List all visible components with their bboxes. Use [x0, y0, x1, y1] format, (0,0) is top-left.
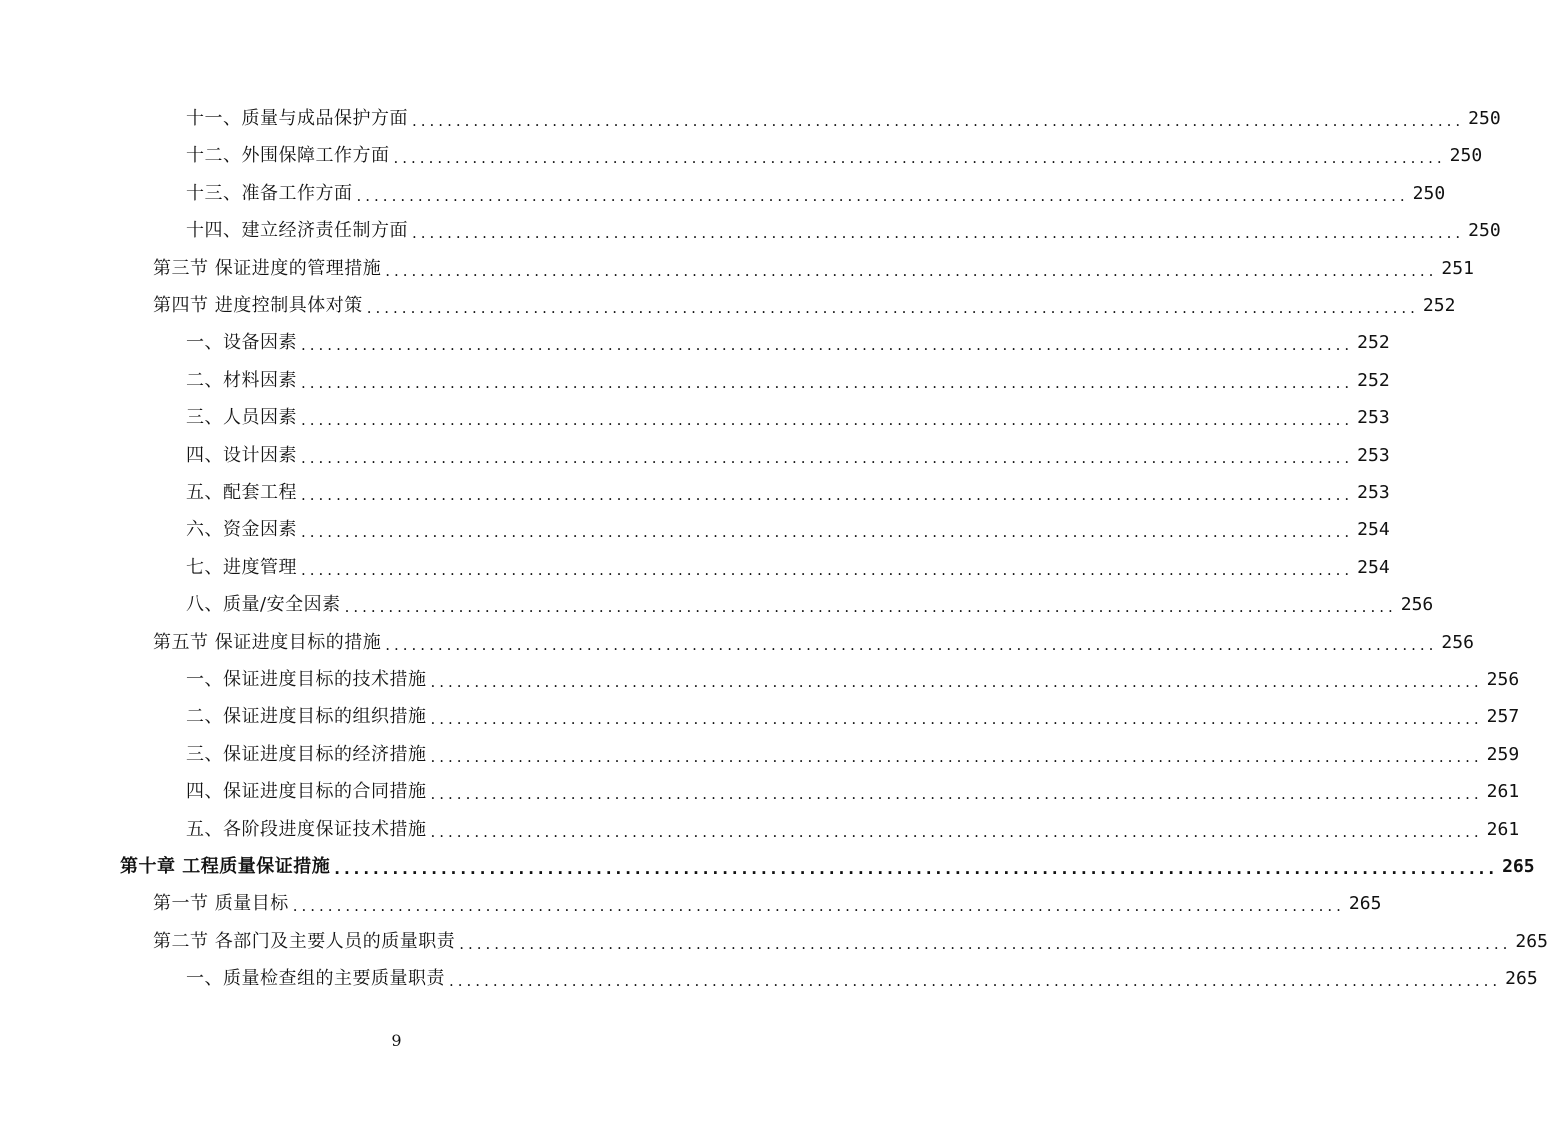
toc-entry-title: 一、设备因素	[186, 332, 297, 354]
toc-leader-dots: ........................................................................................................................	[430, 822, 1483, 841]
toc-leader-dots: ........................................................................................................................	[301, 523, 1354, 542]
toc-entry-title: 五、配套工程	[186, 482, 297, 503]
toc-entry-page: 256	[1400, 594, 1434, 616]
toc-entry	[186, 702, 1520, 732]
toc-leader-dots: ........................................................................................................................	[412, 224, 1465, 243]
toc-leader-dots: ........................................................................................................................	[385, 261, 1438, 280]
toc-entry	[153, 927, 1548, 957]
toc-entry-page: 265	[1348, 893, 1382, 915]
toc-entry	[186, 665, 1520, 695]
toc-entry	[186, 141, 1483, 171]
toc-leader-dots: ........................................................................................................................	[430, 673, 1483, 691]
toc-entry-title: 第五节 保证进度目标的措施	[153, 631, 382, 653]
toc-entry-page: 265	[1505, 968, 1538, 990]
toc-entry-page: 256	[1441, 631, 1474, 653]
toc-entry	[186, 216, 1501, 246]
toc-entry-title: 八、质量/安全因素	[186, 594, 341, 616]
toc-leader-dots: ........................................................................................................................	[301, 411, 1354, 430]
toc-entry	[186, 815, 1520, 845]
toc-leader-dots: ........................................................................................................................	[301, 373, 1354, 392]
toc-entry-title: 三、人员因素	[186, 407, 297, 429]
toc-entry	[186, 328, 1390, 358]
toc-entry	[186, 515, 1390, 545]
toc-leader-dots: ........................................................................................................................	[430, 747, 1483, 766]
toc-entry	[120, 852, 1535, 882]
toc-leader-dots: ........................................................................................................................	[366, 299, 1419, 317]
toc-entry	[186, 179, 1446, 209]
toc-entry	[153, 889, 1382, 919]
toc-entry	[186, 964, 1538, 994]
toc-entry-title: 四、保证进度目标的合同措施	[186, 781, 427, 803]
toc-leader-dots: ........................................................................................................................	[334, 860, 1499, 878]
toc-entry	[186, 104, 1501, 134]
toc-entry	[186, 403, 1390, 433]
toc-entry-page: 250	[1412, 182, 1446, 204]
toc-leader-dots: ........................................................................................................................	[301, 336, 1354, 355]
toc-entry-page: 265	[1502, 856, 1535, 877]
toc-leader-dots: ........................................................................................................................	[301, 560, 1354, 579]
toc-leader-dots: ........................................................................................................................	[301, 448, 1354, 467]
toc-entry-page: 251	[1441, 257, 1474, 279]
toc-entry-title: 二、保证进度目标的组织措施	[186, 706, 427, 728]
toc-entry-page: 259	[1486, 743, 1520, 765]
toc-entry-title: 五、各阶段进度保证技术措施	[186, 818, 427, 840]
toc-leader-dots: ........................................................................................................................	[356, 186, 1409, 205]
toc-entry-page: 252	[1357, 332, 1390, 354]
toc-entry	[186, 478, 1390, 508]
toc-entry-page: 265	[1515, 930, 1548, 952]
toc-entry-page: 254	[1357, 519, 1390, 541]
toc-entry-title: 七、进度管理	[186, 556, 297, 578]
toc-entry-title: 一、质量检查组的主要质量职责	[186, 968, 445, 990]
toc-entry-page: 254	[1357, 556, 1390, 578]
toc-entry	[186, 553, 1390, 583]
toc-leader-dots: ........................................................................................................................	[430, 785, 1483, 804]
toc-entry	[186, 366, 1390, 396]
toc-entry-title: 一、保证进度目标的技术措施	[186, 669, 427, 690]
toc-entry	[186, 740, 1520, 770]
toc-entry-page: 250	[1468, 220, 1501, 242]
toc-entry-page: 250	[1449, 145, 1483, 167]
toc-entry-title: 第一节 质量目标	[153, 893, 289, 915]
toc-entry-page: 253	[1357, 444, 1390, 466]
toc-entry-page: 256	[1486, 669, 1520, 690]
toc-entry-page: 257	[1486, 706, 1520, 728]
toc-leader-dots: ........................................................................................................................	[292, 897, 1345, 916]
page-number: 9	[391, 1031, 402, 1050]
toc-entry-page: 253	[1357, 407, 1390, 429]
toc-entry-title: 第三节 保证进度的管理措施	[153, 257, 382, 279]
toc-entry-title: 第二节 各部门及主要人员的质量职责	[153, 930, 456, 952]
toc-entry	[186, 777, 1520, 807]
toc-entry-title: 六、资金因素	[186, 519, 297, 541]
toc-leader-dots: ........................................................................................................................	[459, 934, 1512, 953]
toc-leader-dots: ........................................................................................................................	[412, 112, 1465, 130]
toc-entry-page: 252	[1357, 369, 1390, 391]
toc-entry-page: 261	[1486, 781, 1520, 803]
toc-entry-page: 261	[1486, 818, 1520, 840]
toc-leader-dots: ........................................................................................................................	[449, 972, 1502, 991]
toc-entry	[186, 590, 1434, 620]
toc-entry-title: 二、材料因素	[186, 369, 297, 391]
toc-leader-dots: ........................................................................................................................	[430, 710, 1483, 729]
toc-leader-dots: ........................................................................................................................	[385, 635, 1438, 654]
toc-entry-page: 250	[1468, 108, 1501, 129]
toc-entry	[153, 254, 1474, 284]
toc-entry-title: 第四节 进度控制具体对策	[153, 295, 363, 316]
toc-entry-page: 252	[1422, 295, 1456, 316]
toc-leader-dots: ........................................................................................................................	[301, 486, 1354, 504]
toc-leader-dots: ........................................................................................................................	[344, 598, 1397, 617]
toc-entry-title: 十一、质量与成品保护方面	[186, 108, 408, 129]
toc-entry-title: 十二、外围保障工作方面	[186, 145, 390, 167]
toc-entry	[186, 441, 1390, 471]
toc-entry-title: 四、设计因素	[186, 444, 297, 466]
toc-entry-page: 253	[1357, 482, 1390, 503]
toc-entry	[153, 628, 1474, 658]
toc-entry-title: 十四、建立经济责任制方面	[186, 220, 408, 242]
toc-entry-title: 三、保证进度目标的经济措施	[186, 743, 427, 765]
toc-entry-title: 十三、准备工作方面	[186, 182, 353, 204]
toc-entry	[153, 291, 1456, 321]
toc-entry-title: 第十章 工程质量保证措施	[120, 856, 331, 877]
toc-leader-dots: ........................................................................................................................	[393, 149, 1446, 168]
